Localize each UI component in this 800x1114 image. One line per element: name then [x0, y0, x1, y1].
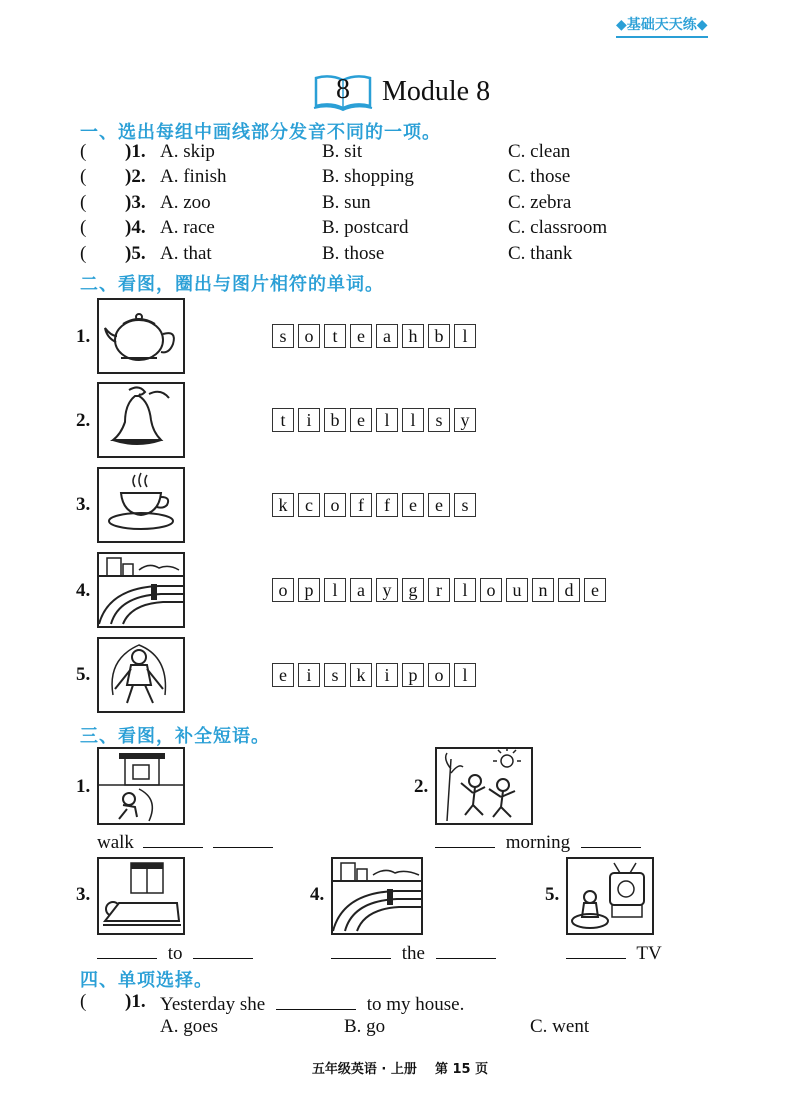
s1-num-1: )1.: [125, 141, 146, 162]
letter-box[interactable]: u: [506, 578, 528, 602]
s1-row-1: (: [80, 141, 87, 162]
morning-exercise-icon: [435, 747, 533, 825]
letter-box[interactable]: t: [324, 324, 346, 348]
letter-box[interactable]: a: [350, 578, 372, 602]
answer-blank[interactable]: [581, 829, 641, 848]
s2-letters-5: [272, 663, 480, 687]
s2-num-5: 5.: [76, 664, 91, 685]
s2-num-3: 3.: [76, 494, 91, 515]
letter-box[interactable]: l: [454, 663, 476, 687]
letter-box[interactable]: h: [402, 324, 424, 348]
letter-box[interactable]: o: [324, 493, 346, 517]
s1-option-a-5[interactable]: A. that: [160, 243, 212, 264]
watch-tv-icon: [566, 857, 654, 935]
letter-box[interactable]: s: [428, 408, 450, 432]
letter-box[interactable]: e: [350, 408, 372, 432]
s4-row-1: (: [80, 991, 87, 1012]
s1-row-3: (: [80, 192, 87, 213]
letter-box[interactable]: k: [350, 663, 372, 687]
s4-option-a-1[interactable]: A. goes: [160, 1016, 219, 1037]
letter-box[interactable]: s: [324, 663, 346, 687]
letter-box[interactable]: t: [272, 408, 294, 432]
letter-box[interactable]: k: [272, 493, 294, 517]
letter-box[interactable]: e: [428, 493, 450, 517]
s1-option-b-2[interactable]: B. shopping: [322, 166, 414, 187]
letter-box[interactable]: l: [402, 408, 424, 432]
page-footer: 五年级英语 · 上册 第 15 页: [311, 1062, 489, 1077]
letter-box[interactable]: p: [402, 663, 424, 687]
s1-option-c-2[interactable]: C. those: [508, 166, 571, 187]
answer-blank[interactable]: [435, 829, 495, 848]
coffee-cup-icon: [97, 467, 185, 543]
letter-box[interactable]: a: [376, 324, 398, 348]
s1-num-3: )3.: [125, 192, 146, 213]
s1-option-c-5[interactable]: C. thank: [508, 243, 573, 264]
module-number: 8: [336, 74, 350, 105]
letter-box[interactable]: e: [402, 493, 424, 517]
letter-box[interactable]: d: [558, 578, 580, 602]
letter-box[interactable]: l: [324, 578, 346, 602]
s1-option-c-1[interactable]: C. clean: [508, 141, 571, 162]
section2-title: 二、看图，圈出与图片相符的单词。: [80, 274, 384, 295]
letter-box[interactable]: o: [428, 663, 450, 687]
s1-option-c-4[interactable]: C. classroom: [508, 217, 608, 238]
letter-box[interactable]: g: [402, 578, 424, 602]
run-track-icon: [331, 857, 423, 935]
letter-box[interactable]: o: [272, 578, 294, 602]
module-title: Module 8: [382, 76, 491, 107]
s3-num-1: 1.: [76, 776, 91, 797]
s2-letters-2: [272, 408, 480, 432]
answer-blank[interactable]: [97, 940, 157, 959]
go-to-bed-icon: [97, 857, 185, 935]
s3-phrase-5: TV: [566, 940, 662, 965]
walk-to-school-icon: [97, 747, 185, 825]
s1-row-2: (: [80, 166, 87, 187]
s1-row-5: (: [80, 243, 87, 264]
s4-option-c-1[interactable]: C. went: [530, 1016, 590, 1037]
letter-box[interactable]: c: [298, 493, 320, 517]
s1-num-5: )5.: [125, 243, 146, 264]
letter-box[interactable]: i: [298, 663, 320, 687]
letter-box[interactable]: e: [272, 663, 294, 687]
answer-blank[interactable]: [331, 940, 391, 959]
s3-num-3: 3.: [76, 884, 91, 905]
s1-num-4: )4.: [125, 217, 146, 238]
s1-option-a-4[interactable]: A. race: [160, 217, 215, 238]
s3-num-5: 5.: [545, 884, 560, 905]
letter-box[interactable]: f: [376, 493, 398, 517]
skipping-girl-icon: [97, 637, 185, 713]
letter-box[interactable]: e: [350, 324, 372, 348]
letter-box[interactable]: l: [454, 324, 476, 348]
letter-box[interactable]: i: [298, 408, 320, 432]
letter-box[interactable]: b: [324, 408, 346, 432]
letter-box[interactable]: y: [376, 578, 398, 602]
s2-num-1: 1.: [76, 326, 91, 347]
header-badge: ◆基础天天练◆: [616, 14, 708, 38]
letter-box[interactable]: p: [298, 578, 320, 602]
s3-num-2: 2.: [414, 776, 429, 797]
s3-phrase-4: the: [331, 940, 496, 965]
letter-box[interactable]: r: [428, 578, 450, 602]
playground-icon: [97, 552, 185, 628]
answer-blank[interactable]: [566, 940, 626, 959]
s2-letters-4: [272, 578, 610, 602]
s3-phrase-1: walk: [97, 829, 273, 854]
letter-box[interactable]: o: [298, 324, 320, 348]
answer-blank[interactable]: [276, 991, 356, 1010]
letter-box[interactable]: o: [480, 578, 502, 602]
letter-box[interactable]: s: [272, 324, 294, 348]
teapot-icon: [97, 298, 185, 374]
s3-num-4: 4.: [310, 884, 325, 905]
section3-title: 三、看图，补全短语。: [80, 726, 270, 747]
s2-num-4: 4.: [76, 580, 91, 601]
section1-title: 一、选出每组中画线部分发音不同的一项。: [80, 122, 441, 143]
s2-num-2: 2.: [76, 410, 91, 431]
letter-box[interactable]: l: [454, 578, 476, 602]
letter-box[interactable]: s: [454, 493, 476, 517]
section4-title: 四、单项选择。: [80, 970, 213, 991]
answer-blank[interactable]: [193, 940, 253, 959]
answer-blank[interactable]: [213, 829, 273, 848]
s1-option-b-1[interactable]: B. sit: [322, 141, 363, 162]
letter-box[interactable]: n: [532, 578, 554, 602]
s3-phrase-3: to: [97, 940, 253, 965]
s2-letters-1: [272, 324, 480, 348]
letter-box[interactable]: e: [584, 578, 606, 602]
s1-option-b-5[interactable]: B. those: [322, 243, 385, 264]
s1-option-a-1[interactable]: A. skip: [160, 141, 215, 162]
s1-option-a-2[interactable]: A. finish: [160, 166, 227, 187]
s2-letters-3: [272, 493, 480, 517]
letter-box[interactable]: f: [350, 493, 372, 517]
s1-num-2: )2.: [125, 166, 146, 187]
bell-icon: [97, 382, 185, 458]
s4-num-1: )1.: [125, 991, 146, 1012]
s1-option-c-3[interactable]: C. zebra: [508, 192, 572, 213]
letter-box[interactable]: l: [376, 408, 398, 432]
s1-option-b-4[interactable]: B. postcard: [322, 217, 409, 238]
letter-box[interactable]: y: [454, 408, 476, 432]
s1-row-4: (: [80, 217, 87, 238]
s4-stem-1: Yesterday she to my house.: [160, 991, 464, 1016]
s1-option-a-3[interactable]: A. zoo: [160, 192, 211, 213]
s1-option-b-3[interactable]: B. sun: [322, 192, 371, 213]
letter-box[interactable]: i: [376, 663, 398, 687]
letter-box[interactable]: b: [428, 324, 450, 348]
answer-blank[interactable]: [143, 829, 203, 848]
s3-phrase-2: morning: [435, 829, 641, 854]
answer-blank[interactable]: [436, 940, 496, 959]
s4-option-b-1[interactable]: B. go: [344, 1016, 386, 1037]
